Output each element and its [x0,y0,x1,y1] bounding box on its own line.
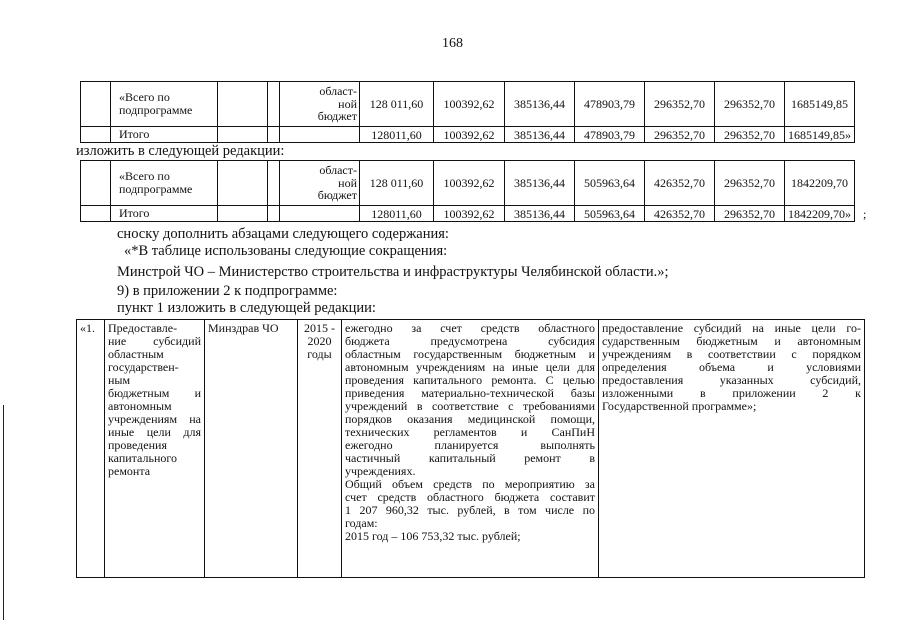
value-cell: 128011,60 [360,206,434,222]
value-cell: 296352,70 [645,82,715,127]
value-cell: 478903,79 [575,82,645,127]
text-line: приведения материально-технической базы [345,386,595,400]
text-line: ежегодно планируется выполнять [345,438,595,452]
value-cell: 385136,44 [505,127,575,143]
text-line: годам: [345,516,378,530]
table-row [81,127,905,143]
text-line: иные цели для [108,425,201,439]
paragraph: сноску дополнить абзацами следующего содержания: [117,226,449,242]
program-item-table [76,319,865,578]
text-line: бюджетным и [108,386,201,400]
value-cell: 505963,64 [575,206,645,222]
page-number: 168 [442,36,463,51]
budget-cell: област- ной бюджет [280,161,360,206]
value-cell: 128 011,60 [360,161,434,206]
budget-cell: област- ной бюджет [280,82,360,127]
value-cell: 385136,44 [505,206,575,222]
value-cell: 1685149,85» [785,127,855,143]
table-row [81,82,905,127]
item-result-cell [599,320,865,578]
row-label: Итого [111,206,218,222]
value-cell: 1685149,85 [785,82,855,127]
paragraph: пункт 1 изложить в следующей редакции: [117,300,376,316]
text-line: учреждениям на [108,412,201,426]
text-line: автономным учреждениям на иные цели для [345,360,595,374]
text-line: ремонта [108,464,151,478]
text-line: порядков оказания медицинской помощи, [345,412,595,426]
paragraph: 9) в приложении 2 к подпрограмме: [117,283,338,299]
text-line: учреждений в соответствие с требованиями [345,399,595,413]
item-period: 2015 - 2020 годы [298,320,342,578]
text-line: Предоставле- [108,321,178,335]
value-cell: 505963,64 [575,161,645,206]
replace-instruction: изложить в следующей редакции: [76,143,285,159]
text-line: частичный капитальный ремонт в [345,451,595,465]
text-line: технических регламентов и СанПиН [345,425,595,439]
value-cell: 100392,62 [434,127,505,143]
text-line: бюджета предусмотрена субсидия [345,334,595,348]
text-line: областным государственным бюджетным и [345,347,595,361]
text-line: государствен- [108,360,179,374]
text-line: проведения капитального ремонта. С целью [345,373,595,387]
value-cell: 385136,44 [505,161,575,206]
value-cell: 296352,70 [645,127,715,143]
text-line: ние субсидий [108,334,201,348]
text-line: автономным [108,399,172,413]
value-cell: 1842209,70 [785,161,855,206]
text-line: Государственной программе»; [602,399,757,413]
text-line: сударственным бюджетным и автономным [602,334,861,348]
paragraph: «*В таблице использованы следующие сокращения: [124,243,448,259]
text-line: 2015 год – 106 753,32 тыс. рублей; [345,529,521,543]
item-number: «1. [77,320,105,578]
value-cell: 426352,70 [645,206,715,222]
value-cell: 128011,60 [360,127,434,143]
value-cell: 100392,62 [434,82,505,127]
text-line: областным [108,347,164,361]
value-cell: 426352,70 [645,161,715,206]
new-summary-table [80,160,905,222]
value-cell: 296352,70 [715,82,785,127]
old-summary-table [80,81,905,143]
value-cell: 128 011,60 [360,82,434,127]
table-tail-semicolon: ; [863,207,867,221]
row-label: «Всего по подпрограмме [111,161,218,206]
value-cell: 385136,44 [505,82,575,127]
text-line: счет средств областного бюджета составит [345,490,595,504]
paragraph: Минстрой ЧО – Министерство строительства и инфраструктуры Челябинской области.»; [117,264,669,280]
page-edge-line [3,405,4,620]
text-line: определения объема и условиями [602,360,861,374]
value-cell: 100392,62 [434,206,505,222]
text-line: 1 207 960,32 тыс. рублей, в том числе по [345,503,595,517]
value-cell: 296352,70 [715,206,785,222]
table-row [81,161,905,206]
text-line: предоставления указанных субсидий, [602,373,861,387]
text-line: учреждениям в соответствии с порядком [602,347,861,361]
text-line: ным [108,373,131,387]
text-line: капитального [108,451,177,465]
text-line: предоставление субсидий на иные цели го- [602,321,861,335]
text-line: Общий объем средств по мероприятию за [345,477,595,491]
row-label: Итого [111,127,218,143]
row-label: «Всего по подпрограмме [111,82,218,127]
table-row [81,206,905,222]
value-cell: 478903,79 [575,127,645,143]
value-cell: 100392,62 [434,161,505,206]
value-cell: 296352,70 [715,161,785,206]
table-row [77,320,865,578]
text-line: ежегодно за счет средств областного [345,321,595,335]
text-line: учреждениях. [345,464,416,478]
text-line: изложенными в приложении 2 к [602,386,861,400]
item-description-cell [342,320,599,578]
value-cell: 296352,70 [715,127,785,143]
text-line: проведения [108,438,167,452]
value-cell: 1842209,70» [785,206,855,222]
item-name-cell [105,320,205,578]
item-executor: Минздрав ЧО [205,320,298,578]
